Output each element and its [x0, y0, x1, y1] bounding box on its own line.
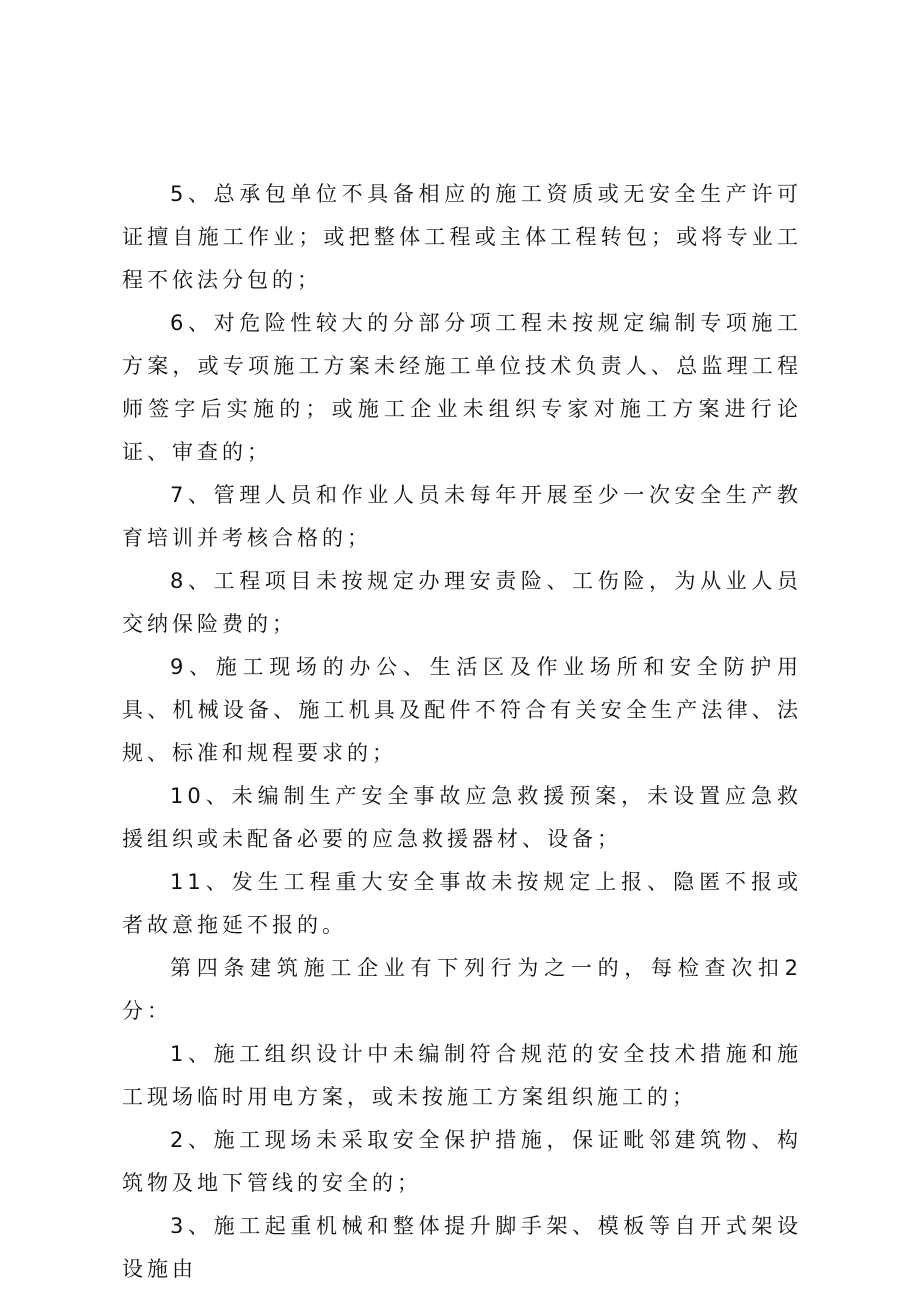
paragraph-item-2: 2、施工现场未采取安全保护措施，保证毗邻建筑物、构筑物及地下管线的安全的；: [122, 1128, 802, 1195]
paragraph-item-10: 10、未编制生产安全事故应急救援预案，未设置应急救援组织或未配备必要的应急救援器材、设备；: [122, 784, 802, 851]
paragraph-item-9: 9、施工现场的办公、生活区及作业场所和安全防护用具、机械设备、施工机具及配件不符合有关安全生产法律、法规、标准和规程要求的；: [122, 655, 802, 765]
document-body: [122, 173, 802, 1291]
paragraph-item-11: 11、发生工程重大安全事故未按规定上报、隐匿不报或者故意拖延不报的。: [122, 870, 802, 937]
article-four-heading: 第四条建筑施工企业有下列行为之一的，每检查次扣2分：: [122, 956, 802, 1023]
paragraph-item-7: 7、管理人员和作业人员未每年开展至少一次安全生产教育培训并考核合格的；: [122, 483, 802, 550]
paragraph-item-6: 6、对危险性较大的分部分项工程未按规定编制专项施工方案，或专项施工方案未经施工单位技术负责人、总监理工程师签字后实施的；或施工企业未组织专家对施工方案进行论证、审查的；: [122, 311, 802, 464]
paragraph-item-1: 1、施工组织设计中未编制符合规范的安全技术措施和施工现场临时用电方案，或未按施工方案组织施工的；: [122, 1042, 802, 1109]
paragraph-item-5: 5、总承包单位不具备相应的施工资质或无安全生产许可证擅自施工作业；或把整体工程或主体工程转包；或将专业工程不依法分包的；: [122, 182, 802, 292]
paragraph-item-8: 8、工程项目未按规定办理安责险、工伤险，为从业人员交纳保险费的；: [122, 569, 802, 636]
paragraph-item-3: 3、施工起重机械和整体提升脚手架、模板等自开式架设设施由: [122, 1214, 802, 1281]
